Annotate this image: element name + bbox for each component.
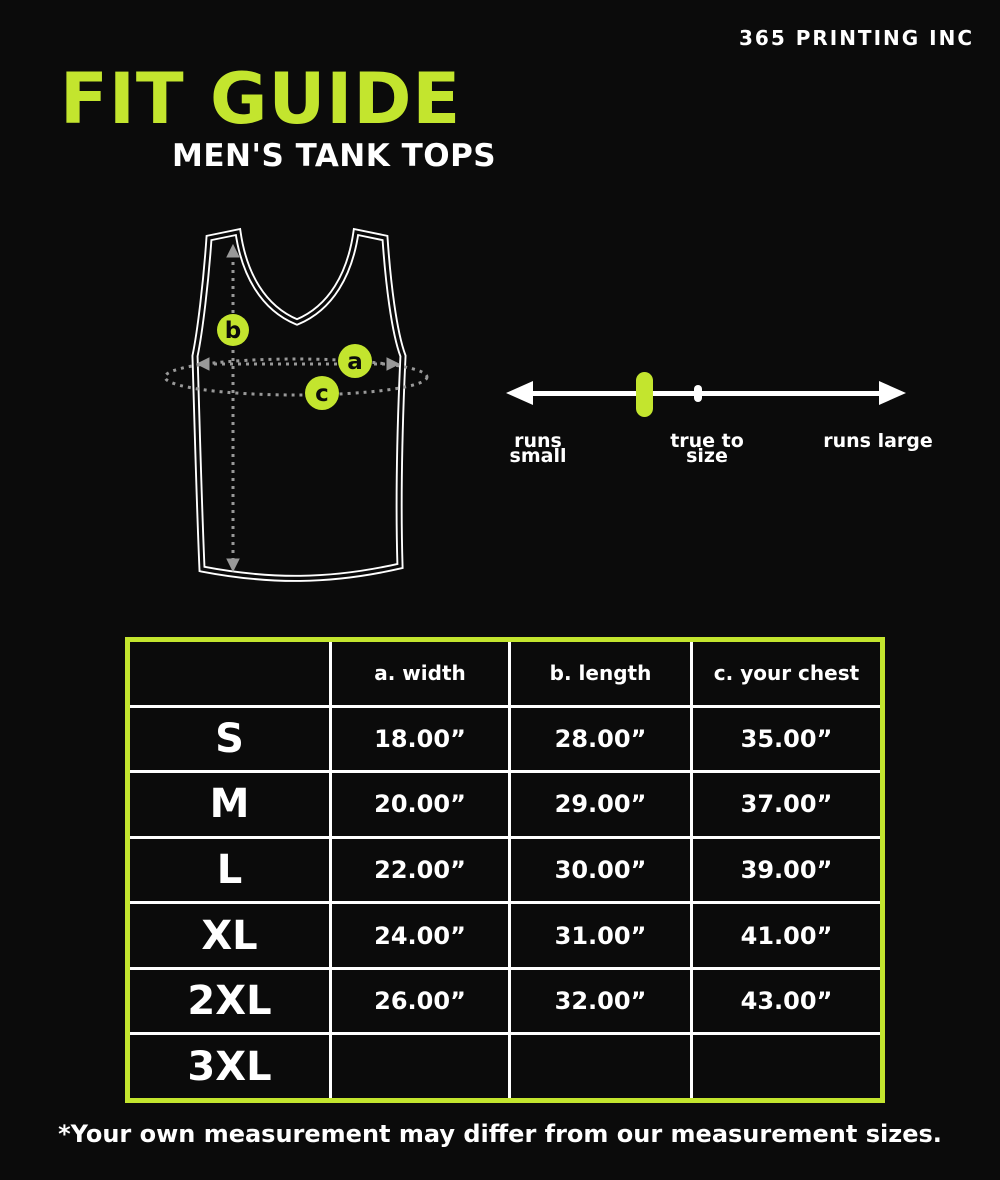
m-width: 20.00” bbox=[332, 773, 508, 836]
length-arrow-down bbox=[227, 559, 239, 571]
fit-scale-line bbox=[515, 391, 890, 396]
s-chest: 35.00” bbox=[693, 708, 880, 771]
s-length: 28.00” bbox=[511, 708, 690, 771]
xl-length: 31.00” bbox=[511, 904, 690, 967]
runs-large-label: runs large bbox=[823, 430, 933, 452]
tank-top-outline bbox=[195, 232, 403, 578]
xl-width: 24.00” bbox=[332, 904, 508, 967]
2xl-chest: 43.00” bbox=[693, 970, 880, 1033]
fit-position-marker bbox=[636, 372, 653, 417]
marker-b-label: b bbox=[224, 318, 242, 344]
l-width: 22.00” bbox=[332, 839, 508, 902]
l-chest: 39.00” bbox=[693, 839, 880, 902]
row-label-2xl: 2XL bbox=[130, 970, 329, 1033]
3xl-chest bbox=[693, 1035, 880, 1098]
measurement-disclaimer: *Your own measurement may differ from our measurement sizes. bbox=[58, 1120, 942, 1148]
row-label-l: L bbox=[130, 839, 329, 902]
marker-a-label: a bbox=[347, 349, 363, 375]
fit-scale-arrowhead-right bbox=[879, 381, 906, 405]
col-header-width: a. width bbox=[332, 642, 508, 705]
row-label-xl: XL bbox=[130, 904, 329, 967]
true-to-size-tick bbox=[694, 385, 702, 402]
xl-chest: 41.00” bbox=[693, 904, 880, 967]
size-table bbox=[125, 637, 885, 1103]
row-label-m: M bbox=[130, 773, 329, 836]
col-header-chest: c. your chest bbox=[693, 642, 880, 705]
m-chest: 37.00” bbox=[693, 773, 880, 836]
m-length: 29.00” bbox=[511, 773, 690, 836]
row-label-s: S bbox=[130, 708, 329, 771]
runs-small-label: runs small bbox=[509, 430, 567, 467]
s-width: 18.00” bbox=[332, 708, 508, 771]
fit-scale-arrowhead-left bbox=[506, 381, 533, 405]
page-title: FIT GUIDE bbox=[60, 58, 462, 140]
row-label-3xl: 3XL bbox=[130, 1035, 329, 1098]
l-length: 30.00” bbox=[511, 839, 690, 902]
3xl-width bbox=[332, 1035, 508, 1098]
brand-name: 365 PRINTING INC bbox=[738, 26, 974, 50]
size-table-corner-cell bbox=[130, 642, 329, 705]
2xl-width: 26.00” bbox=[332, 970, 508, 1033]
marker-c-label: c bbox=[315, 381, 329, 407]
true-to-size-label: true to size bbox=[670, 430, 744, 467]
3xl-length bbox=[511, 1035, 690, 1098]
col-header-length: b. length bbox=[511, 642, 690, 705]
2xl-length: 32.00” bbox=[511, 970, 690, 1033]
page-subtitle: MEN'S TANK TOPS bbox=[172, 138, 497, 174]
